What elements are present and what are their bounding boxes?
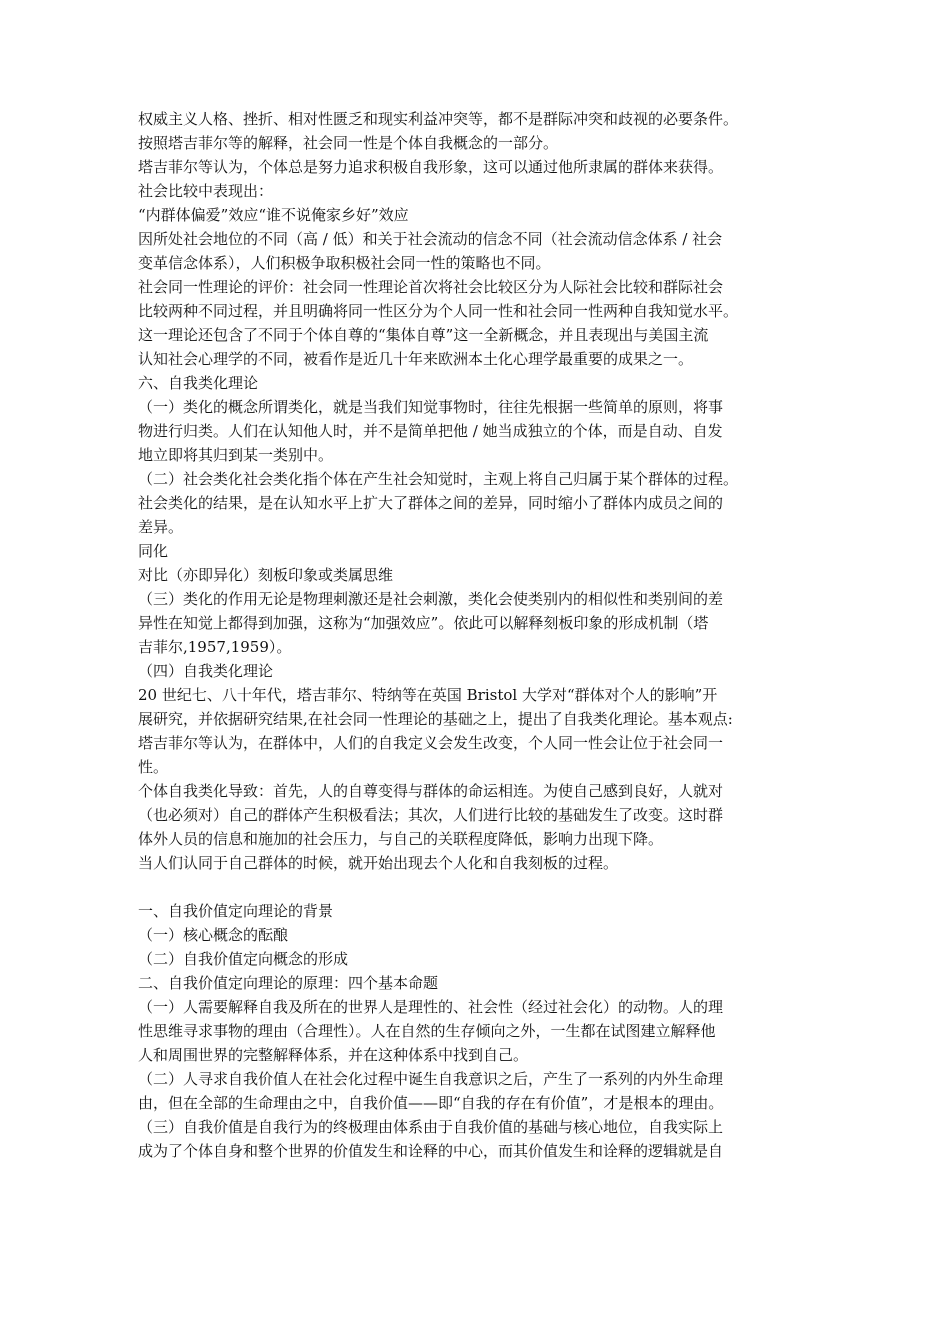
text-line: （二）人寻求自我价值人在社会化过程中诞生自我意识之后，产生了一系列的内外生命理 xyxy=(138,1070,724,1088)
text-line: 当人们认同于自己群体的时候，就开始出现去个人化和自我刻板的过程。 xyxy=(138,854,619,872)
text-line: 地立即将其归到某一类别中。 xyxy=(138,446,334,464)
text-line: 二、自我价值定向理论的原理：四个基本命题 xyxy=(138,974,439,992)
text-line: （三）自我价值是自我行为的终极理由体系由于自我价值的基础与核心地位，自我实际上 xyxy=(138,1118,724,1136)
blank-line xyxy=(138,875,838,899)
text-line: （三）类化的作用无论是物理刺激还是社会刺激，类化会使类别内的相似性和类别间的差 xyxy=(138,590,724,608)
text-line: 社会比较中表现出： xyxy=(138,182,274,200)
text-line: 个体自我类化导致：首先，人的自尊变得与群体的命运相连。为使自己感到良好，人就对 xyxy=(138,782,724,800)
text-line: 权威主义人格、挫折、相对性匮乏和现实利益冲突等，都不是群际冲突和歧视的必要条件。 xyxy=(138,110,739,128)
document-body xyxy=(138,107,838,1163)
text-line: （四）自我类化理论 xyxy=(138,662,274,680)
text-line: 认知社会心理学的不同，被看作是近几十年来欧洲本土化心理学最重要的成果之一。 xyxy=(138,350,694,368)
text-line: （一）类化的概念所谓类化，就是当我们知觉事物时，往往先根据一些简单的原则，将事 xyxy=(138,398,724,416)
text-line: 社会同一性理论的评价：社会同一性理论首次将社会比较区分为人际社会比较和群际社会 xyxy=(138,278,724,296)
text-line: 比较两种不同过程，并且明确将同一性区分为个人同一性和社会同一性两种自我知觉水平。 xyxy=(138,302,739,320)
text-line: 变革信念体系），人们积极争取积极社会同一性的策略也不同。 xyxy=(138,254,551,272)
text-line: 异性在知觉上都得到加强，这称为“加强效应”。依此可以解释刻板印象的形成机制（塔 xyxy=(138,614,709,632)
text-line: 成为了个体自身和整个世界的价值发生和诠释的中心，而其价值发生和诠释的逻辑就是自 xyxy=(138,1142,724,1160)
text-line: 体外人员的信息和施加的社会压力，与自己的关联程度降低，影响力出现下降。 xyxy=(138,830,664,848)
text-line: 物进行归类。人们在认知他人时，并不是简单把他 / 她当成独立的个体，而是自动、自发 xyxy=(138,422,723,440)
text-line: 人和周围世界的完整解释体系，并在这种体系中找到自己。 xyxy=(138,1046,529,1064)
text-line: “内群体偏爱”效应“谁不说俺家乡好”效应 xyxy=(138,206,409,224)
text-line: 同化 xyxy=(138,542,169,560)
text-line: 这一理论还包含了不同于个体自尊的“集体自尊”这一全新概念，并且表现出与美国主流 xyxy=(138,326,709,344)
text-line: 吉菲尔,1957,1959）。 xyxy=(138,638,292,656)
text-line: 差异。 xyxy=(138,518,184,536)
text-line: 社会类化的结果，是在认知水平上扩大了群体之间的差异，同时缩小了群体内成员之间的 xyxy=(138,494,724,512)
text-line: 因所处社会地位的不同（高 / 低）和关于社会流动的信念不同（社会流动信念体系 / 社会 xyxy=(138,230,723,248)
text-line: （一）人需要解释自我及所在的世界人是理性的、社会性（经过社会化）的动物。人的理 xyxy=(138,998,724,1016)
text-line: 性。 xyxy=(138,758,169,776)
text-line: 性思维寻求事物的理由（合理性）。人在自然的生存倾向之外，一生都在试图建立解释他 xyxy=(138,1022,716,1040)
text-line: 对比（亦即异化）刻板印象或类属思维 xyxy=(138,566,394,584)
text-line: （一）核心概念的酝酿 xyxy=(138,926,289,944)
text-line: 20 世纪七、八十年代，塔吉菲尔、特纳等在英国 Bristol 大学对“群体对个人的影响”开 xyxy=(138,686,718,704)
text-line: 按照塔吉菲尔等的解释，社会同一性是个体自我概念的一部分。 xyxy=(138,134,559,152)
text-line: （二）自我价值定向概念的形成 xyxy=(138,950,349,968)
text-line: 六、自我类化理论 xyxy=(138,374,259,392)
text-line: （二）社会类化社会类化指个体在产生社会知觉时，主观上将自己归属于某个群体的过程。 xyxy=(138,470,739,488)
text-line: 塔吉菲尔等认为，个体总是努力追求积极自我形象，这可以通过他所隶属的群体来获得。 xyxy=(138,158,724,176)
text-line: 塔吉菲尔等认为，在群体中，人们的自我定义会发生改变，个人同一性会让位于社会同一 xyxy=(138,734,724,752)
text-line: 一、自我价值定向理论的背景 xyxy=(138,902,334,920)
text-line: （也必须对）自己的群体产生积极看法；其次，人们进行比较的基础发生了改变。这时群 xyxy=(138,806,724,824)
text-line: 由，但在全部的生命理由之中，自我价值——即“自我的存在有价值”，才是根本的理由。 xyxy=(138,1094,724,1112)
text-line: 展研究，并依据研究结果,在社会同一性理论的基础之上，提出了自我类化理论。基本观点: xyxy=(138,710,733,728)
